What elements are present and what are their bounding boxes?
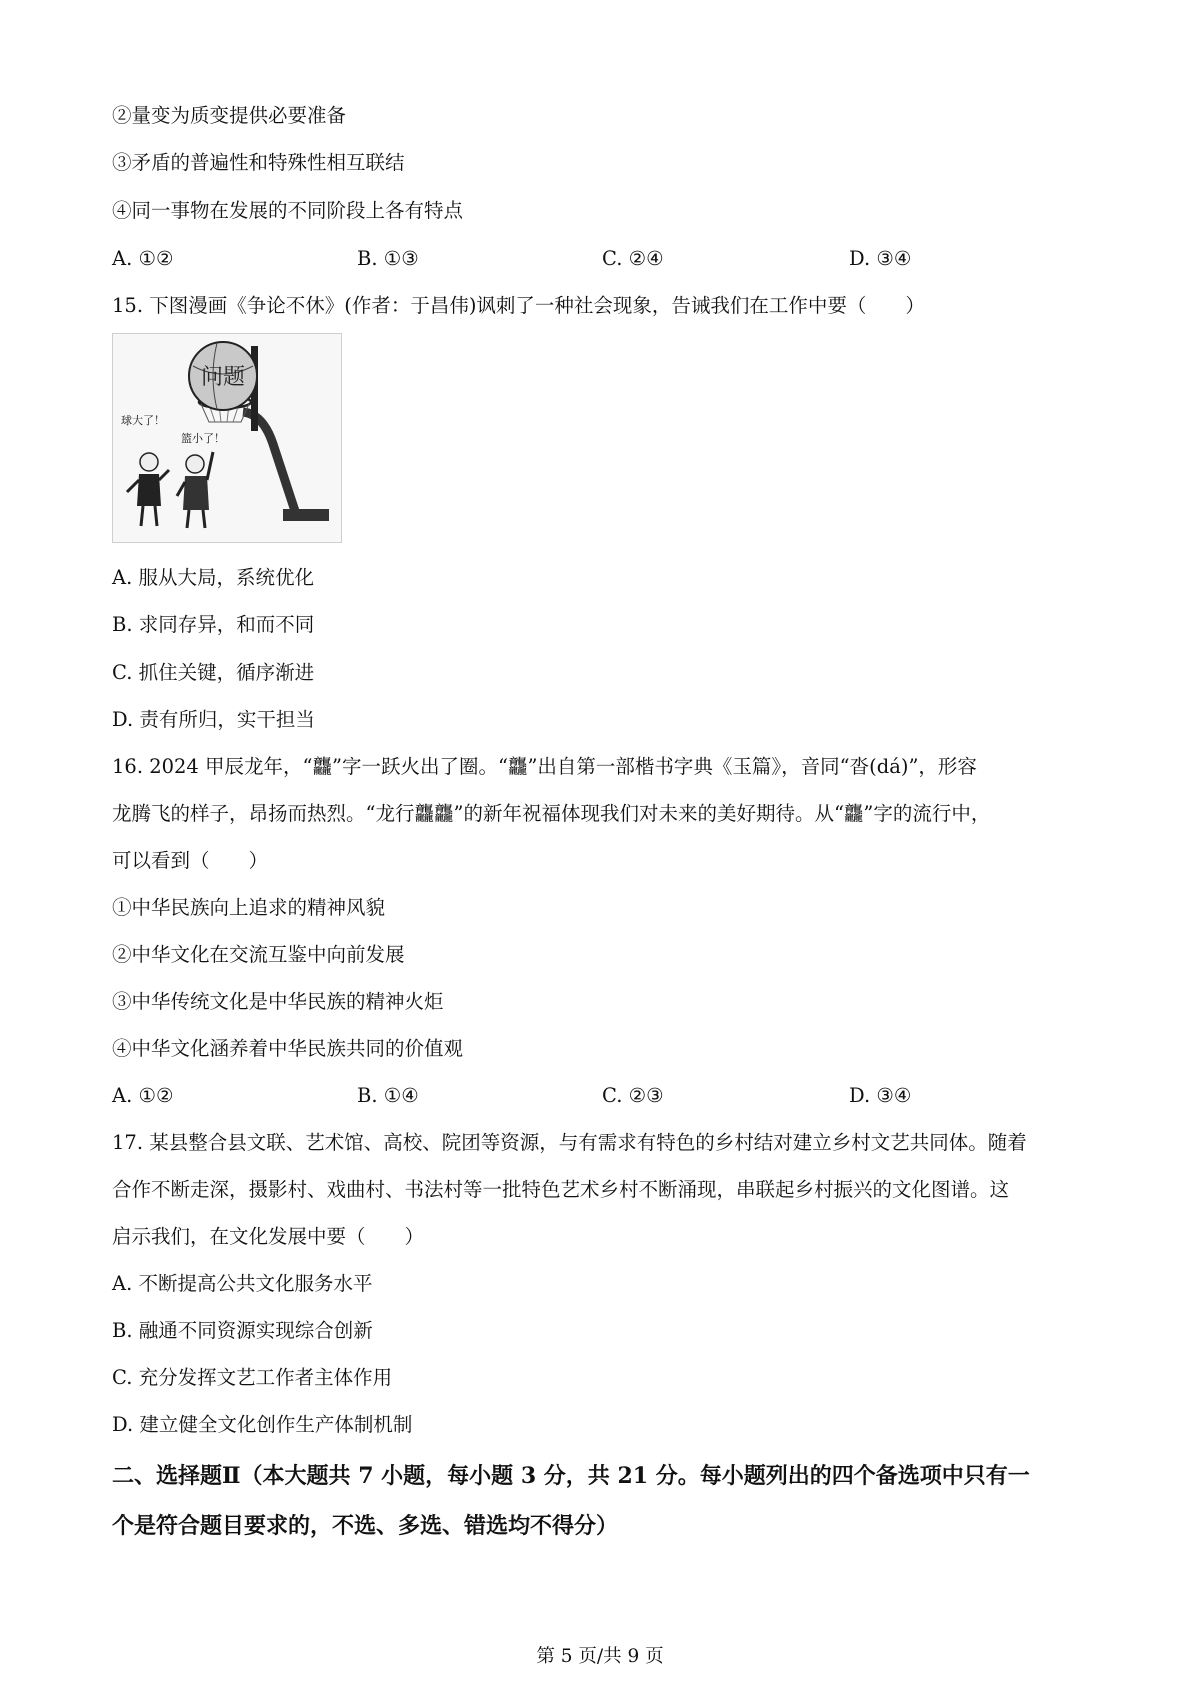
- q16-option-d: D. ③④: [849, 1084, 912, 1107]
- speech-left: 球大了！: [121, 414, 165, 427]
- q14-options: [112, 245, 1112, 273]
- stand-pole: [243, 412, 295, 511]
- q17-option-a: A. 不断提高公共文化服务水平: [112, 1272, 373, 1295]
- q15-option-a: A. 服从大局，系统优化: [112, 566, 314, 589]
- q14-option-a: A. ①②: [112, 247, 174, 270]
- section-2-heading-line-1: 二、选择题Ⅱ（本大题共 7 小题，每小题 3 分，共 21 分。每小题列出的四个备选项中只有一: [112, 1463, 1030, 1489]
- q16-item-1: ①中华民族向上追求的精神风貌: [112, 896, 386, 919]
- q17-stem-line-3: 启示我们，在文化发展中要（ ）: [112, 1225, 425, 1248]
- q15-option-c: C. 抓住关键，循序渐进: [112, 661, 315, 684]
- q15-option-d: D. 责有所归，实干担当: [112, 708, 315, 731]
- q16-option-c: C. ②③: [602, 1084, 664, 1107]
- q17-option-b: B. 融通不同资源实现综合创新: [112, 1319, 373, 1342]
- q15-option-b: B. 求同存异，和而不同: [112, 613, 315, 636]
- ball-label: 问题: [200, 365, 246, 390]
- q16-item-2: ②中华文化在交流互鉴中向前发展: [112, 943, 405, 966]
- q15-cartoon-image: [112, 333, 342, 543]
- q14-option-c: C. ②④: [602, 247, 664, 270]
- left-figure: [127, 453, 169, 526]
- q16-stem-line-1: 16. 2024 甲辰龙年，“龘”字一跃火出了圈。“龘”出自第一部楷书字典《玉篇》，音同“沓(dá)”，形容: [112, 755, 977, 778]
- q17-option-d: D. 建立健全文化创作生产体制机制: [112, 1413, 413, 1436]
- speech-right: 篮小了！: [181, 432, 225, 445]
- q16-item-4: ④中华文化涵养着中华民族共同的价值观: [112, 1037, 464, 1060]
- q17-stem-line-2: 合作不断走深，摄影村、戏曲村、书法村等一批特色艺术乡村不断涌现，串联起乡村振兴的文化图谱。这: [112, 1178, 1010, 1201]
- right-figure: [177, 452, 213, 528]
- q16-stem-line-2: 龙腾飞的样子，昂扬而热烈。“龙行龘龘”的新年祝福体现我们对未来的美好期待。从“龘”字的流行中，: [112, 802, 991, 825]
- q14-option-b: B. ①③: [357, 247, 419, 270]
- page-number: 第 5 页/共 9 页: [536, 1646, 664, 1667]
- section-2-heading-line-2: 个是符合题目要求的，不选、多选、错选均不得分）: [112, 1513, 619, 1539]
- stand-base: [283, 509, 329, 521]
- q14-option-d: D. ③④: [849, 247, 912, 270]
- q14-item-2: ②量变为质变提供必要准备: [112, 104, 347, 127]
- q16-stem-line-3: 可以看到（ ）: [112, 849, 269, 872]
- q16-option-b: B. ①④: [357, 1084, 419, 1107]
- q17-option-c: C. 充分发挥文艺工作者主体作用: [112, 1366, 393, 1389]
- q15-stem: 15. 下图漫画《争论不休》(作者：于昌伟)讽刺了一种社会现象，告诫我们在工作中要（ ）: [112, 294, 925, 317]
- basketball-cartoon-illustration: [113, 334, 341, 542]
- q16-options: [112, 1082, 1112, 1110]
- q16-option-a: A. ①②: [112, 1084, 174, 1107]
- q14-item-4: ④同一事物在发展的不同阶段上各有特点: [112, 199, 464, 222]
- q16-item-3: ③中华传统文化是中华民族的精神火炬: [112, 990, 444, 1013]
- q14-item-3: ③矛盾的普遍性和特殊性相互联结: [112, 151, 405, 174]
- q17-stem-line-1: 17. 某县整合县文联、艺术馆、高校、院团等资源，与有需求有特色的乡村结对建立乡村文艺共同体。随着: [112, 1131, 1027, 1154]
